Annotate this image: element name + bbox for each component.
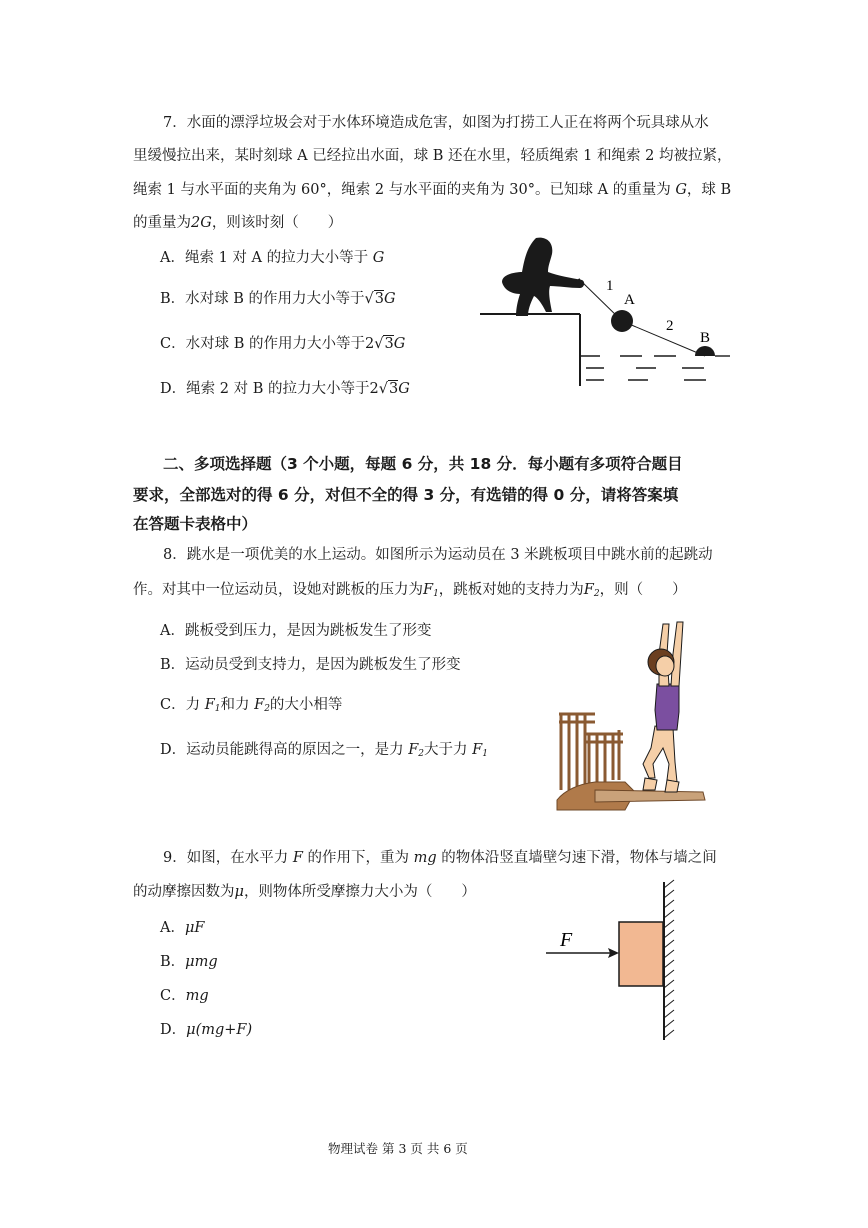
q7-line-1: 7．水面的漂浮垃圾会对于水体环境造成危害，如图为打捞工人正在将两个玩具球从水 bbox=[163, 115, 709, 131]
option-text: 水对球 B 的作用力大小等于 bbox=[185, 336, 365, 352]
force-symbol: F bbox=[423, 582, 434, 598]
sqrt-sign: √ bbox=[364, 291, 374, 307]
q7-figure bbox=[476, 232, 736, 392]
force-symbol: F bbox=[204, 697, 215, 713]
coefficient: 2 bbox=[364, 336, 375, 352]
force-symbol: F bbox=[472, 742, 483, 758]
option-letter: D． bbox=[160, 381, 187, 397]
var-mu: μ bbox=[234, 884, 244, 900]
force-subscript: 1 bbox=[433, 589, 439, 599]
q8-option-c-b: 和力 bbox=[220, 697, 255, 713]
rope-2 bbox=[622, 321, 705, 356]
option-text: 绳索 2 对 B 的拉力大小等于 bbox=[186, 381, 370, 397]
worker-silhouette bbox=[502, 238, 584, 316]
springboard bbox=[595, 790, 705, 802]
option-text: 水对球 B 的作用力大小等于 bbox=[185, 291, 365, 307]
q7-line-4-text: 的重量为 bbox=[133, 215, 191, 231]
q7-line-4 bbox=[133, 213, 342, 233]
q8-option-d-b: 大于力 bbox=[424, 742, 473, 758]
q8-figure bbox=[555, 614, 710, 814]
sqrt-sign: √ bbox=[374, 336, 384, 352]
q7-line-2: 里缓慢拉出来，某时刻球 A 已经拉出水面，球 B 还在水里，轻质绳索 1 和绳索 2 均被拉紧， bbox=[133, 148, 732, 164]
var-mg: mg bbox=[413, 850, 437, 866]
q8-option-c-a: C．力 bbox=[160, 697, 205, 713]
ball-b-label: B bbox=[700, 330, 711, 346]
q7-var-2g: 2G bbox=[191, 215, 212, 231]
option-value: μ(mg+F) bbox=[186, 1022, 253, 1038]
force-symbol: F bbox=[583, 582, 594, 598]
q9-line-1-c: 的物体沿竖直墙壁匀速下滑，物体与墙之间 bbox=[436, 850, 717, 866]
page-footer: 物理试卷 第 3 页 共 6 页 bbox=[328, 1141, 468, 1156]
diver-legs bbox=[643, 726, 677, 782]
force-symbol: F bbox=[408, 742, 419, 758]
q8-line-2 bbox=[133, 580, 687, 604]
section-2-line-2: 要求，全部选对的得 6 分，对但不全的得 3 分，有选错的得 0 分，请将答案填 bbox=[133, 486, 679, 504]
option-value: G bbox=[398, 381, 410, 397]
q8-line-2-b: ，跳板对她的支持力为 bbox=[438, 582, 584, 598]
q8-line-2-c: ，则（ ） bbox=[599, 582, 687, 598]
force-f2 bbox=[254, 697, 270, 713]
wall-hatching bbox=[664, 880, 674, 1038]
force-subscript: 2 bbox=[264, 704, 270, 714]
force-f2 bbox=[408, 742, 424, 758]
q7-line-3-tail: ，球 B bbox=[686, 182, 732, 198]
q8-option-d bbox=[160, 740, 488, 764]
q8-option-c-c: 的大小相等 bbox=[269, 697, 343, 713]
section-2-line-1: 二、多项选择题（3 个小题，每题 6 分，共 18 分．每小题有多项符合题目 bbox=[163, 455, 683, 473]
q7-line-3 bbox=[133, 180, 731, 200]
q7-option-c bbox=[160, 334, 405, 354]
q8-option-a: A．跳板受到压力，是因为跳板发生了形变 bbox=[160, 623, 432, 639]
q9-line-2 bbox=[133, 882, 476, 902]
q8-option-d-a: D．运动员能跳得高的原因之一，是力 bbox=[160, 742, 409, 758]
option-letter: B． bbox=[160, 954, 186, 970]
block bbox=[619, 922, 663, 986]
sqrt-radicand: 3 bbox=[374, 291, 385, 307]
rope-1-label: 1 bbox=[606, 278, 614, 294]
board-railing bbox=[559, 714, 623, 790]
option-text: 绳索 1 对 A 的拉力大小等于 bbox=[184, 250, 373, 266]
option-value: μmg bbox=[185, 954, 218, 970]
option-letter: D． bbox=[160, 1022, 187, 1038]
q7-var-g: G bbox=[675, 182, 687, 198]
sqrt-radicand: 3 bbox=[388, 381, 399, 397]
rope-2-label: 2 bbox=[666, 318, 674, 334]
ball-a-label: A bbox=[624, 292, 635, 308]
option-letter: A． bbox=[160, 250, 185, 266]
var-f: F bbox=[292, 850, 303, 866]
q9-figure bbox=[540, 878, 690, 1044]
option-value: G bbox=[384, 291, 396, 307]
q7-line-3-text: 绳索 1 与水平面的夹角为 60°，绳索 2 与水平面的夹角为 30°。已知球 A 的重量为 bbox=[133, 182, 671, 198]
force-subscript: 2 bbox=[593, 589, 600, 599]
force-f1 bbox=[205, 697, 221, 713]
force-subscript: 2 bbox=[418, 749, 425, 759]
q7-option-a bbox=[160, 248, 384, 268]
force-label: F bbox=[560, 929, 573, 951]
option-letter: B． bbox=[160, 291, 186, 307]
option-letter: C． bbox=[160, 988, 186, 1004]
q8-line-2-a: 作。对其中一位运动员，设她对跳板的压力为 bbox=[133, 582, 423, 598]
coefficient: 2 bbox=[369, 381, 379, 397]
force-subscript: 1 bbox=[214, 704, 221, 714]
sqrt-sign: √ bbox=[378, 381, 388, 397]
diver-face bbox=[656, 656, 674, 676]
q9-option-b bbox=[160, 952, 218, 972]
q7-option-d bbox=[160, 379, 410, 399]
ball-b bbox=[695, 346, 715, 356]
option-value: mg bbox=[185, 988, 209, 1004]
q8-option-b: B．运动员受到支持力，是因为跳板发生了形变 bbox=[160, 657, 461, 673]
q8-line-1: 8．跳水是一项优美的水上运动。如图所示为运动员在 3 米跳板项目中跳水前的起跳动 bbox=[163, 547, 713, 563]
option-letter: A． bbox=[160, 920, 185, 936]
q9-line-1-b: 的作用下，重为 bbox=[302, 850, 414, 866]
q7-option-b bbox=[160, 289, 396, 309]
sqrt-radicand: 3 bbox=[384, 336, 394, 352]
force-f1 bbox=[423, 582, 439, 598]
q9-line-1 bbox=[163, 848, 717, 868]
force-f1 bbox=[472, 742, 488, 758]
force-f2 bbox=[584, 582, 600, 598]
force-symbol: F bbox=[254, 697, 265, 713]
q9-option-a bbox=[160, 918, 204, 938]
diver-swimsuit bbox=[655, 684, 679, 730]
option-letter: C． bbox=[160, 336, 186, 352]
q9-line-2-a: 的动摩擦因数为 bbox=[133, 884, 235, 900]
option-value: G bbox=[393, 336, 406, 352]
q9-line-2-b: ，则物体所受摩擦力大小为（ ） bbox=[243, 884, 476, 900]
q8-option-c bbox=[160, 695, 342, 719]
q9-option-d bbox=[160, 1020, 252, 1040]
q7-line-4-tail: ，则该时刻（ ） bbox=[211, 215, 343, 231]
option-value: G bbox=[372, 250, 385, 266]
option-value: μF bbox=[184, 920, 205, 936]
q9-option-c bbox=[160, 986, 209, 1006]
force-subscript: 1 bbox=[482, 749, 488, 759]
section-2-line-3: 在答题卡表格中） bbox=[133, 515, 258, 533]
diver-arms bbox=[671, 622, 683, 686]
q9-line-1-a: 9．如图，在水平力 bbox=[163, 850, 293, 866]
